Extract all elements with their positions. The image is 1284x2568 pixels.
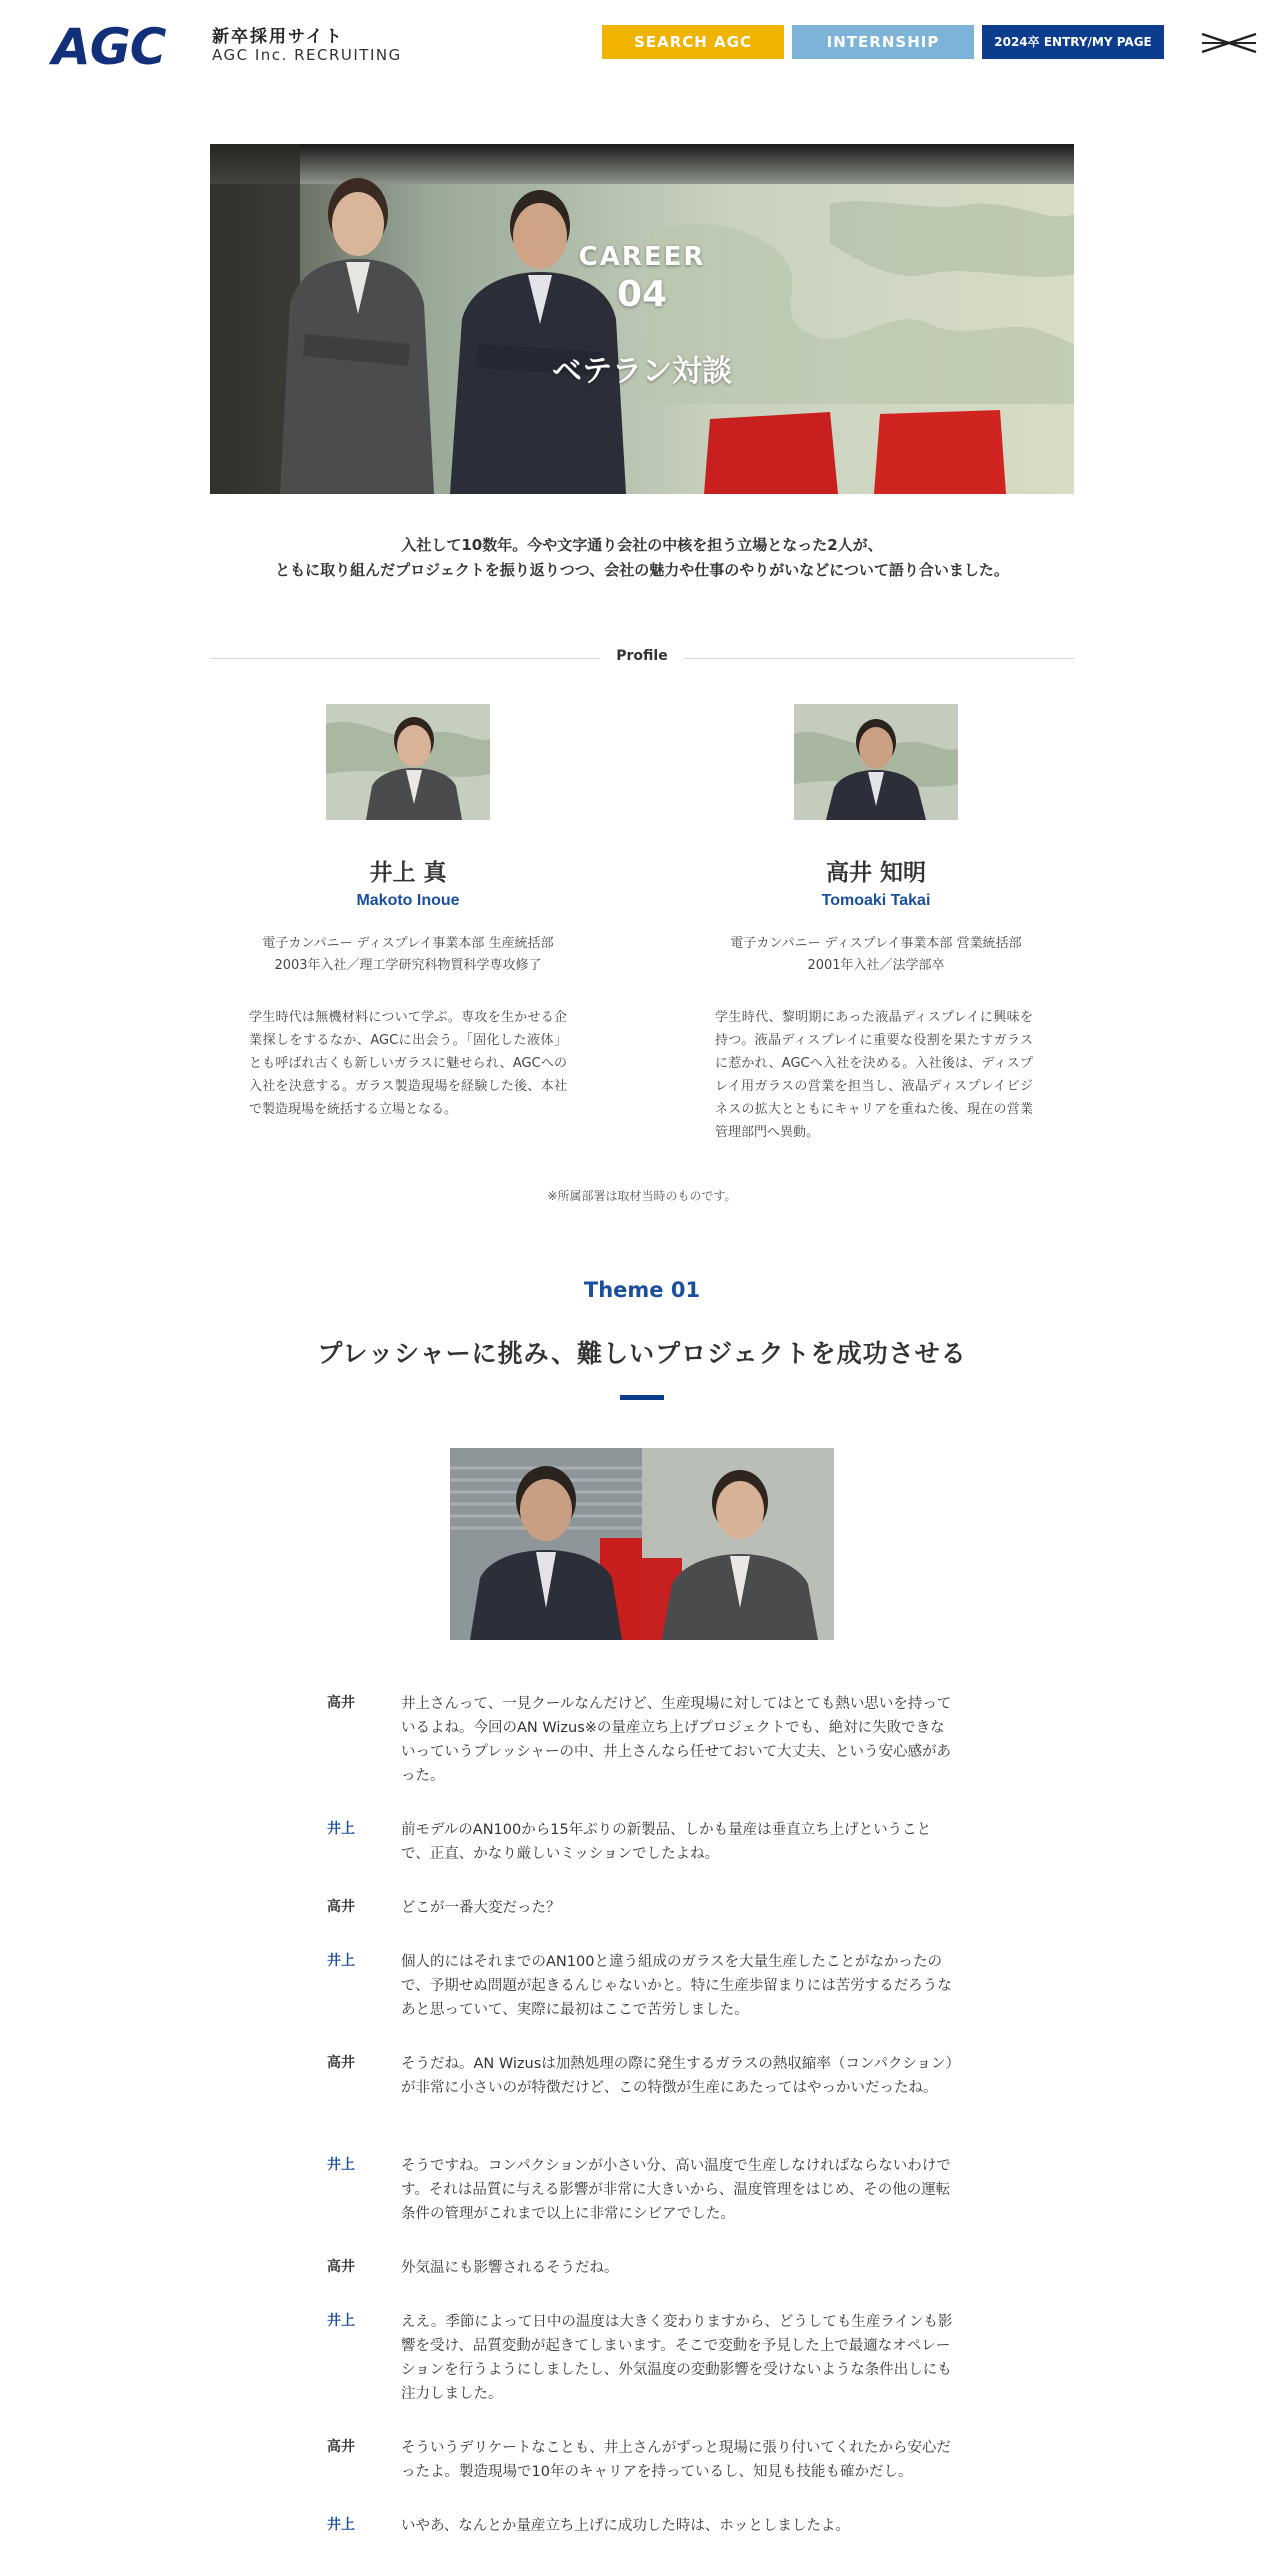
profile-heading: Profile [600, 648, 684, 664]
dialogue-text: ええ。季節によって日中の温度は大きく変わりますから、どうしても生産ラインも影響を受け、品質変動が起きてしまいます。そこで変動を予見した上で最適なオペレーションを行うようにしましたし、外気温度の変動影響を受けないような条件出しにも注力しました。 [401, 2314, 953, 2402]
dialogue-text: そうだね。AN Wizusは加熱処理の際に発生するガラスの熱収縮率（コンパクション）が非常に小さいのが特徴だけど、この特徴が生産にあたってはやっかいだったね。 [401, 2056, 953, 2096]
dialogue-photo [450, 1448, 834, 1640]
department-note: ※所属部署は取材当時のものです。 [547, 1189, 737, 1203]
takai-name-jp: 高井 知明 [825, 860, 926, 886]
internship-button[interactable]: INTERNSHIP [792, 25, 974, 59]
dialogue-text: そういうデリケートなことも、井上さんがずっと現場に張り付いてくれたから安心だったよ。製造現場で10年のキャリアを持っているし、知見も技能も確かだし。 [401, 2440, 951, 2480]
dialogue-text: 個人的にはそれまでのAN100と違う組成のガラスを大量生産したことがなかったので、予期せぬ問題が起きるんじゃないかと。特に生産歩留まりには苦労するだろうなあと思っていて、実際に最初はここで苦労しました。 [401, 1954, 952, 2018]
speaker-takai: 高井 [327, 1695, 355, 1711]
hero-title: ベテラン対談 [552, 354, 732, 389]
speaker-takai: 高井 [327, 2055, 355, 2071]
dialogue-text: いやあ、なんとか量産立ち上げに成功した時は、ホッとしましたよ。 [401, 2518, 850, 2534]
inoue-portrait [326, 704, 490, 820]
speaker-inoue: 井上 [327, 1821, 355, 1837]
takai-bio: 学生時代、黎明期にあった液晶ディスプレイに興味を持つ。液晶ディスプレイに重要な役割を果たすガラスに惹かれ、AGCへ入社を決める。入社後は、ディスプレイ用ガラスの営業を担当し、液晶ディスプレイビジネスの拡大とともにキャリアを重ねた後、現在の営業管理部門へ異動。 [715, 1010, 1033, 1140]
inoue-bio: 学生時代は無機材料について学ぶ。専攻を生かせる企業探しをするなか、AGCに出会う。「固化した液体」とも呼ばれ古くも新しいガラスに魅せられ、AGCへの入社を決意する。ガラス製造現場を経験した後、本社で製造現場を統括する立場となる。 [249, 1010, 567, 1117]
theme-title: プレッシャーに挑み、難しいプロジェクトを成功させる [317, 1339, 967, 1368]
inoue-department: 電子カンパニー ディスプレイ事業本部 生産統括部 [262, 936, 554, 951]
speaker-inoue: 井上 [327, 2517, 355, 2533]
speaker-inoue: 井上 [327, 2157, 355, 2173]
speaker-takai: 高井 [327, 2439, 355, 2455]
menu-icon[interactable] [1200, 28, 1258, 58]
dialogue-text: 井上さんって、一見クールなんだけど、生産現場に対してはとても熱い思いを持っているよね。今回のAN Wizus※の量産立ち上げプロジェクトでも、絶対に失敗できないっていうプレッシャーの中、井上さんなら任せておいて大丈夫、という安心感があった。 [401, 1696, 952, 1784]
theme-underline [620, 1395, 664, 1400]
intro-line-2: ともに取り組んだプロジェクトを振り返りつつ、会社の魅力や仕事のやりがいなどについて語り合いました。 [275, 561, 1009, 579]
inoue-name-en: Makoto Inoue [356, 892, 460, 909]
dialogue-text: 前モデルのAN100から15年ぶりの新製品、しかも量産は垂直立ち上げということで、正直、かなり厳しいミッションでしたよね。 [401, 1822, 932, 1862]
intro-line-1: 入社して10数年。今や文字通り会社の中核を担う立場となった2人が、 [401, 536, 883, 554]
dialogue-text: どこが一番大変だった？ [401, 1900, 561, 1916]
site-title-jp: 新卒採用サイト [212, 27, 344, 47]
hero-photo-illustration [210, 144, 1074, 494]
career-number: 04 [616, 274, 668, 315]
site-title-en: AGC Inc. RECRUITING [212, 46, 402, 64]
search-agc-button[interactable]: SEARCH AGC [602, 25, 784, 59]
speaker-inoue: 井上 [327, 1953, 355, 1969]
takai-name-en: Tomoaki Takai [821, 892, 931, 909]
takai-join-year: 2001年入社／法学部卒 [807, 958, 945, 973]
speaker-takai: 高井 [327, 1899, 355, 1915]
speaker-inoue: 井上 [327, 2313, 355, 2329]
career-label: CAREER [578, 242, 706, 272]
speaker-takai: 高井 [327, 2259, 355, 2275]
inoue-join-year: 2003年入社／理工学研究科物質科学専攻修了 [274, 958, 542, 973]
takai-portrait [794, 704, 958, 820]
inoue-name-jp: 井上 真 [369, 860, 447, 886]
takai-department: 電子カンパニー ディスプレイ事業本部 営業統括部 [730, 936, 1022, 951]
dialogue-text: 外気温にも影響されるそうだね。 [401, 2260, 619, 2276]
agc-logo[interactable]: AGC [52, 18, 166, 76]
profile-rule-right [678, 658, 1074, 659]
dialogue-text: そうですね。コンパクションが小さい分、高い温度で生産しなければならないわけです。それは品質に与える影響が非常に大きいから、温度管理をはじめ、その他の運転条件の管理がこれまで以上に非常にシビアでした。 [401, 2158, 951, 2222]
profile-rule-left [210, 658, 606, 659]
theme-label: Theme 01 [583, 1278, 701, 1302]
entry-mypage-button[interactable]: 2024卒 ENTRY/MY PAGE [982, 25, 1164, 59]
hero-image [210, 144, 1074, 494]
